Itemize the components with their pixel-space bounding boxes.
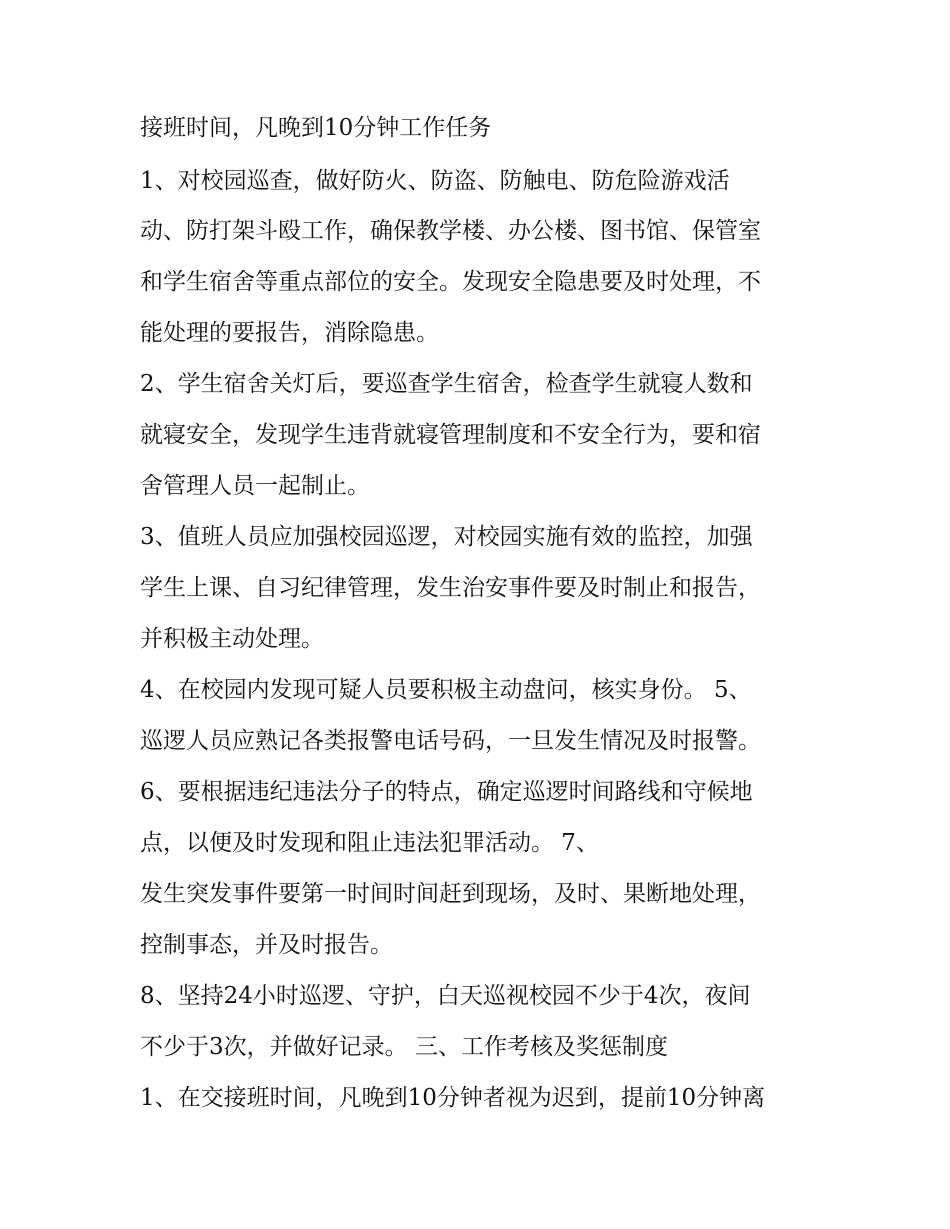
text-line: 并积极主动处理。 (140, 626, 324, 652)
text-line: 1、对校园巡查，做好防火、防盗、防触电、防危险游戏活 (140, 168, 730, 194)
text-line: 控制事态，并及时报告。 (140, 932, 393, 958)
text-line: 动、防打架斗殴工作，确保教学楼、办公楼、图书馆、保管室 (140, 218, 761, 244)
text-line: 不少于3次，并做好记录。 三、工作考核及奖惩制度 (140, 1034, 668, 1060)
text-line: 学生上课、自习纪律管理，发生治安事件要及时制止和报告， (140, 575, 761, 601)
text-line: 舍管理人员一起制止。 (140, 473, 370, 499)
text-line: 就寝安全，发现学生违背就寝管理制度和不安全行为，要和宿 (140, 422, 761, 448)
text-line: 点，以便及时发现和阻止违法犯罪活动。 7、 (140, 830, 599, 856)
text-line: 能处理的要报告，消除隐患。 (140, 320, 439, 346)
text-line: 3、值班人员应加强校园巡逻，对校园实施有效的监控，加强 (140, 524, 753, 550)
text-line: 8、坚持24小时巡逻、守护，白天巡视校园不少于4次，夜间 (140, 983, 751, 1009)
text-line: 4、在校园内发现可疑人员要积极主动盘问，核实身份。 5、 (140, 677, 752, 703)
text-line: 发生突发事件要第一时间时间赶到现场，及时、果断地处理， (140, 881, 761, 907)
text-line: 2、学生宿舍关灯后，要巡查学生宿舍，检查学生就寝人数和 (140, 371, 753, 397)
text-line: 巡逻人员应熟记各类报警电话号码，一旦发生情况及时报警。 (140, 728, 761, 754)
text-line: 6、要根据违纪违法分子的特点，确定巡逻时间路线和守候地 (140, 779, 753, 805)
text-line: 接班时间，凡晚到10分钟工作任务 (140, 115, 492, 141)
text-line: 和学生宿舍等重点部位的安全。发现安全隐患要及时处理，不 (140, 269, 761, 295)
text-line: 1、在交接班时间，凡晚到10分钟者视为迟到，提前10分钟离 (140, 1085, 766, 1111)
